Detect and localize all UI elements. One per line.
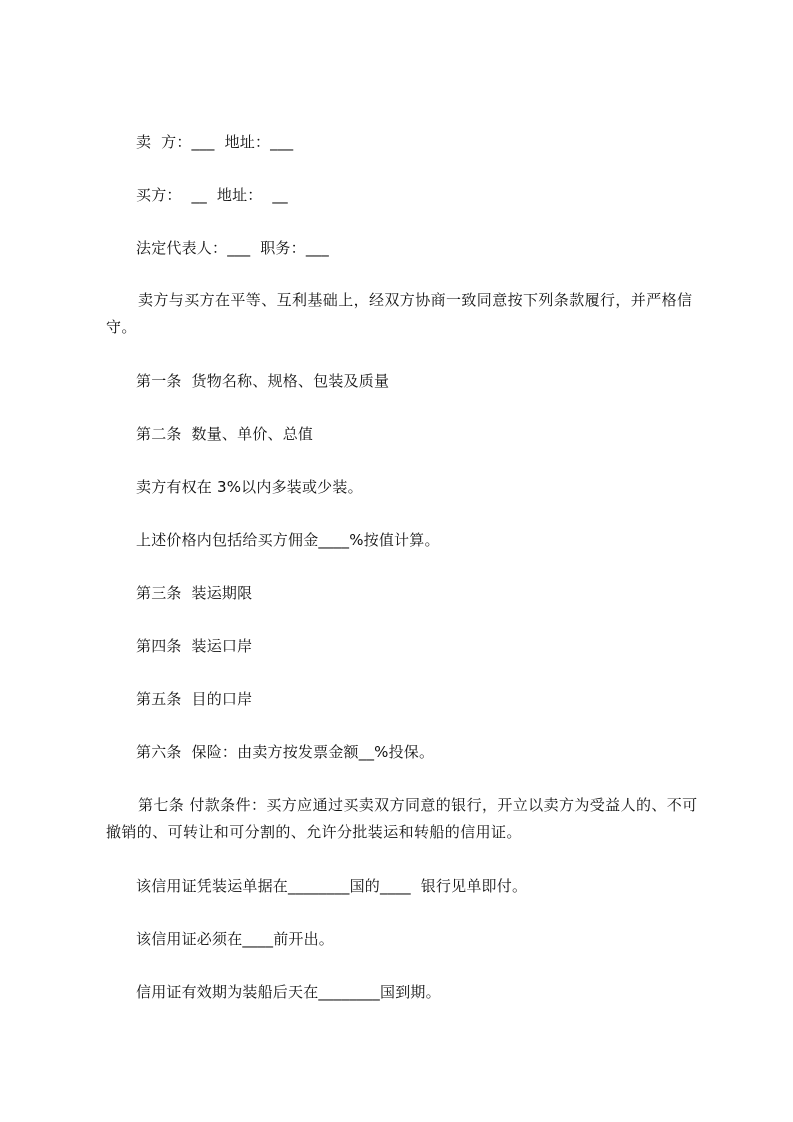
article-3-heading: 第三条 装运期限	[136, 584, 253, 602]
seller-line: 卖 方：___ 地址：___	[136, 133, 294, 151]
buyer-line: 买方： __ 地址： __	[136, 186, 288, 204]
article-5-heading: 第五条 目的口岸	[136, 690, 253, 708]
article-6-insurance: 第六条 保险：由卖方按发票金额__%投保。	[136, 743, 435, 761]
article-7-payment-terms: 第七条 付款条件：买方应通过买卖双方同意的银行，开立以卖方为受益人的、不可撤销的、可转让和可分割的、允许分批装运和转船的信用证。	[106, 796, 698, 841]
tolerance-clause: 卖方有权在 3%以内多装或少装。	[136, 478, 363, 496]
article-2-heading: 第二条 数量、单价、总值	[136, 425, 314, 443]
article-4-heading: 第四条 装运口岸	[136, 637, 253, 655]
lc-opening-clause: 该信用证必须在____前开出。	[136, 930, 335, 948]
lc-payment-clause: 该信用证凭装运单据在________国的____ 银行见单即付。	[136, 877, 528, 895]
lc-validity-clause: 信用证有效期为装船后天在________国到期。	[136, 983, 441, 1001]
article-1-heading: 第一条 货物名称、规格、包装及质量	[136, 372, 390, 390]
commission-clause: 上述价格内包括给买方佣金____%按值计算。	[136, 531, 440, 549]
preamble-paragraph: 卖方与买方在平等、互利基础上，经双方协商一致同意按下列条款履行，并严格信守。	[106, 291, 693, 336]
legal-representative-line: 法定代表人：___ 职务：___	[136, 239, 329, 257]
